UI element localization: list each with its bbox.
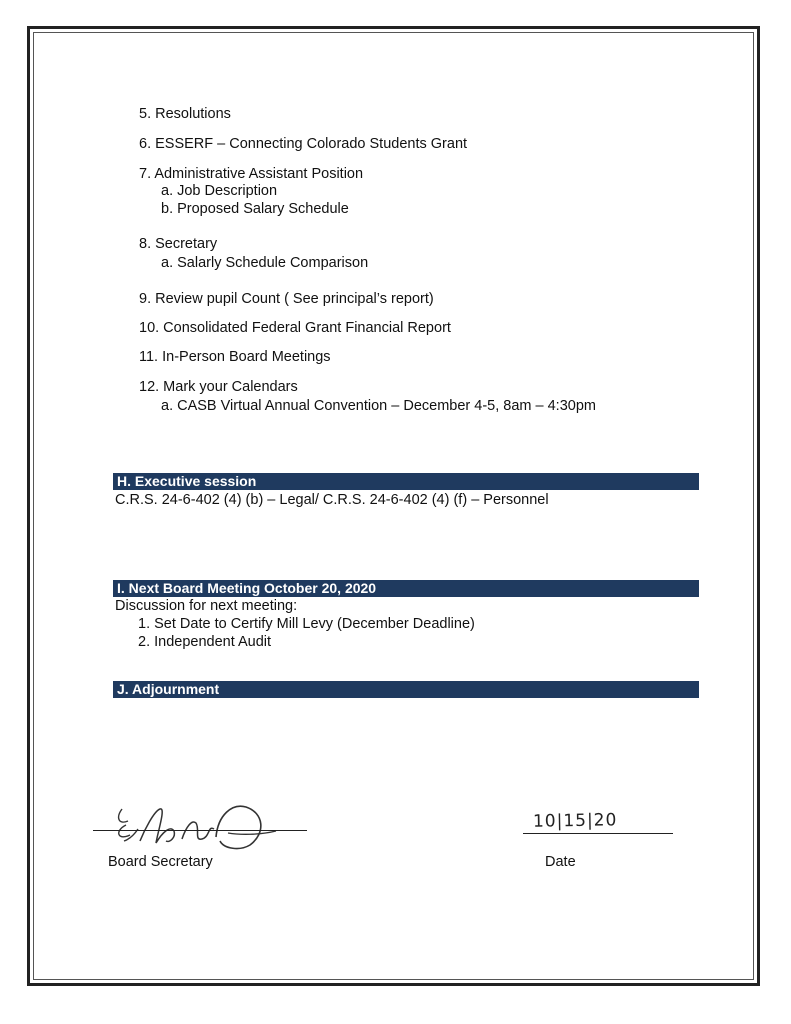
agenda-item-7b: b. Proposed Salary Schedule (161, 201, 349, 217)
section-h-body: C.R.S. 24-6-402 (4) (b) – Legal/ C.R.S. 24-6-402 (4) (f) – Personnel (115, 492, 549, 508)
agenda-item-12a: a. CASB Virtual Annual Convention – December 4-5, 8am – 4:30pm (161, 398, 596, 414)
date-line (523, 833, 673, 834)
agenda-item-12: 12. Mark your Calendars (139, 379, 298, 395)
agenda-item-5: 5. Resolutions (139, 106, 231, 122)
agenda-item-11: 11. In-Person Board Meetings (139, 349, 331, 365)
secretary-label: Board Secretary (108, 854, 213, 870)
agenda-item-8a: a. Salarly Schedule Comparison (161, 255, 369, 271)
agenda-item-6: 6. ESSERF – Connecting Colorado Students Grant (139, 136, 468, 152)
agenda-item-7: 7. Administrative Assistant Position (139, 166, 364, 182)
date-label: Date (545, 854, 576, 870)
secretary-signature-line (93, 830, 307, 831)
agenda-item-9: 9. Review pupil Count ( See principal’s report) (139, 291, 434, 307)
section-j-heading: J. Adjournment (113, 681, 699, 698)
agenda-item-8: 8. Secretary (139, 236, 218, 252)
section-h-heading: H. Executive session (113, 473, 699, 490)
agenda-item-10: 10. Consolidated Federal Grant Financial Report (139, 320, 451, 336)
section-i-intro: Discussion for next meeting: (115, 598, 298, 614)
agenda-item-7a: a. Job Description (161, 183, 278, 199)
section-i-item-1: 1. Set Date to Certify Mill Levy (December Deadline) (138, 616, 475, 632)
section-i-item-2: 2. Independent Audit (138, 634, 272, 650)
section-i-heading: I. Next Board Meeting October 20, 2020 (113, 580, 699, 597)
handwritten-date: 10|15|20 (532, 810, 618, 832)
